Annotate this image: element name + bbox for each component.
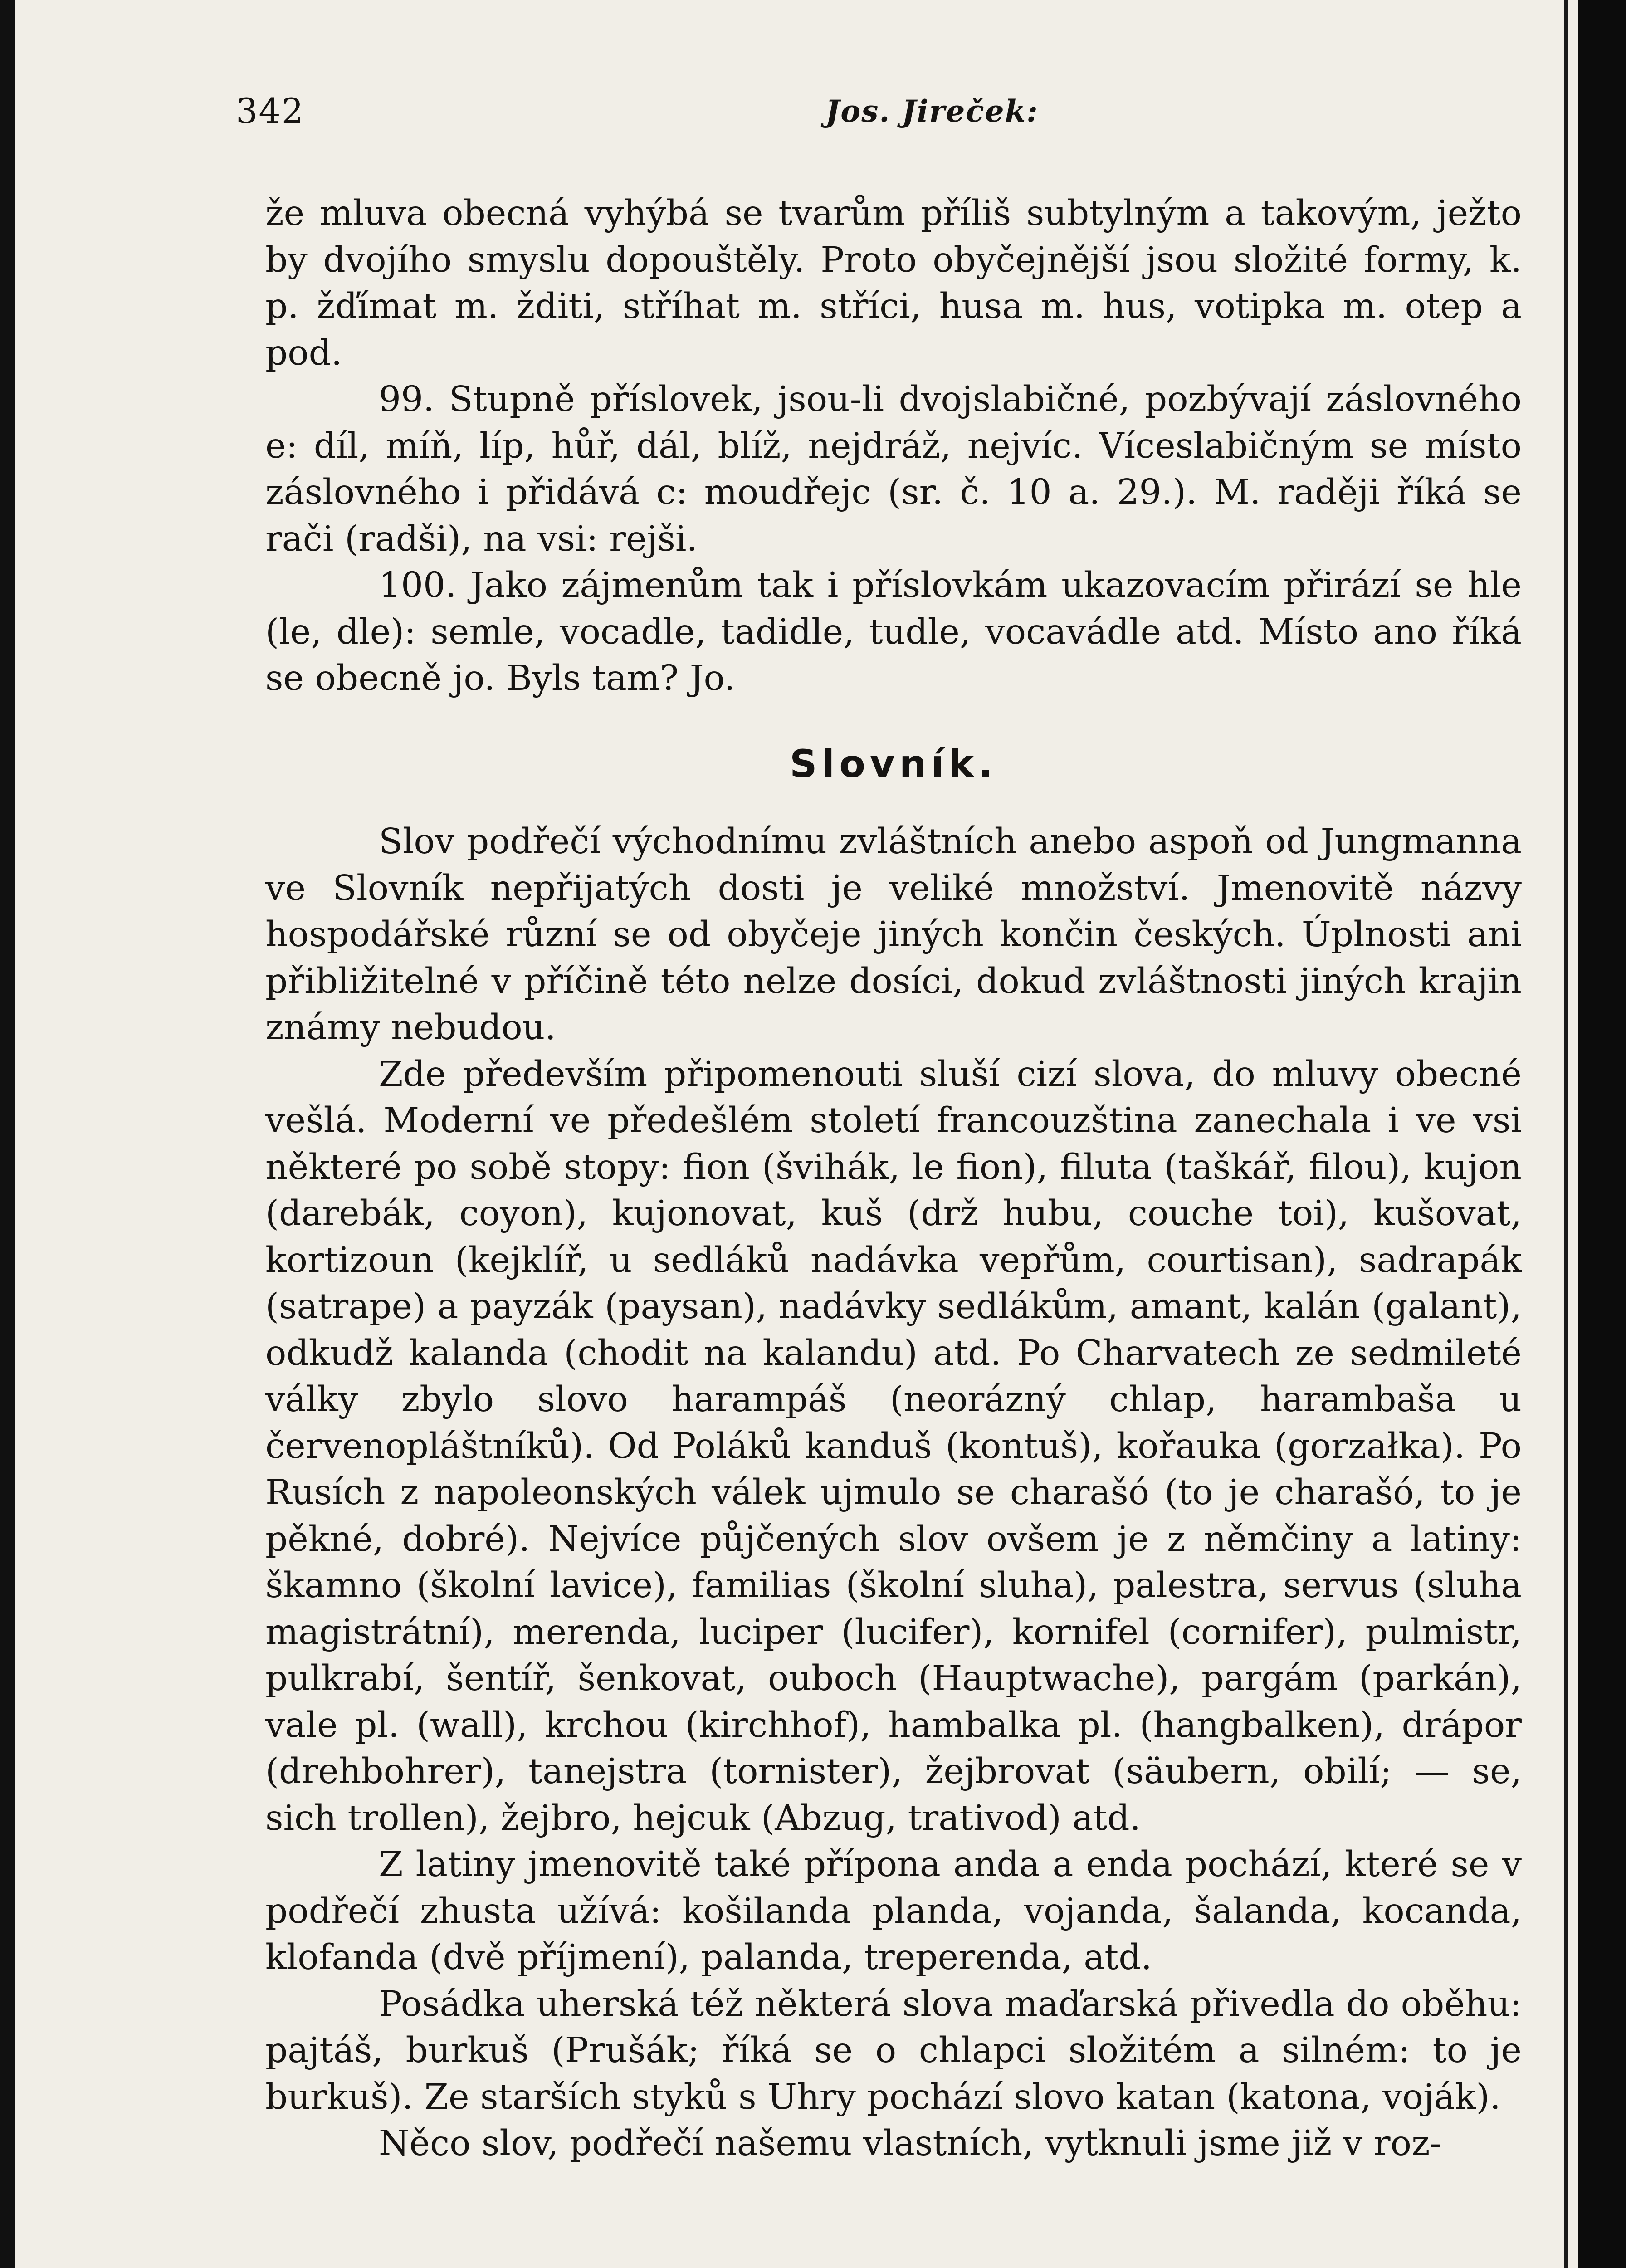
paragraph-slovnik-intro: Slov podřečí východnímu zvláštních anebo aspoň od Jungmanna ve Slovník nepřijatých dosti je veliké množství. Jmenovitě názvy hospodářské různí se od obyčeje jiných končin českých. Úplnosti ani přibližitelné v příčině této nelze dosíci, dokud zvláštnosti jiných krajin známy nebudou. bbox=[265, 821, 1522, 1048]
body-text bbox=[265, 191, 1522, 2167]
paragraph-99: 99. Stupně příslovek, jsou-li dvojslabičné, pozbývají záslovného e: díl, míň, líp, hůř, dál, blíž, nejdráž, nejvíc. Víceslabičným se místo záslovného i přidává c: moudřejc (sr. č. 10 a. 29.). M. raději říká se rači (radši), na vsi: rejši. bbox=[265, 379, 1522, 559]
running-head: Jos. Jireček: bbox=[825, 93, 1039, 129]
paragraph-continuation: že mluva obecná vyhýbá se tvarům příliš subtylným a takovým, ježto by dvojího smyslu dopouštěly. Proto obyčejnější jsou složité formy, k. p. žďímat m. žditi, stříhat m. stříci, husa m. hus, votipka m. otep a pod. bbox=[265, 193, 1522, 373]
paragraph-final: Něco slov, podřečí našemu vlastních, vytknuli jsme již v roz- bbox=[379, 2123, 1442, 2164]
scan-edge-right bbox=[1578, 0, 1626, 2268]
scan-edge-left bbox=[0, 0, 15, 2268]
page-header bbox=[236, 91, 1506, 150]
paragraph-hungarian: Posádka uherská též některá slova maďarská přivedla do oběhu: pajtáš, burkuš (Prušák; říká se o chlapci složitém a silném: to je burkuš). Ze starších styků s Uhry pochází slovo katan (katona, voják). bbox=[265, 1984, 1522, 2117]
section-heading: Slovník. bbox=[789, 741, 998, 786]
page-number: 342 bbox=[236, 91, 305, 131]
scan-shadow-right bbox=[1564, 0, 1568, 2268]
paragraph-100: 100. Jako zájmenům tak i příslovkám ukazovacím přirází se hle (le, dle): semle, vocadle, tadidle, tudle, vocavádle atd. Místo ano říká se obecně jo. Byls tam? Jo. bbox=[265, 565, 1522, 699]
paragraph-latin-suffix: Z latiny jmenovitě také přípona anda a enda pochází, které se v podřečí zhusta užívá: košilanda planda, vojanda, šalanda, kocanda, klofanda (dvě příjmení), palanda, treperenda, atd. bbox=[265, 1844, 1522, 1978]
paragraph-foreign-words: Zde především připomenouti sluší cizí slova, do mluvy obecné vešlá. Moderní ve předešlém století francouzština zanechala i ve vsi některé po sobě stopy: fion (švihák, le fion), filuta (taškář, filou), kujon (darebák, coyon), kujonovat, kuš (drž hubu, couche toi), kušovat, kortizoun (kejklíř, u sedláků nadávka vepřům, courtisan), sadrapák (satrape) a payzák (paysan), nadávky sedlákům, amant, kalán (galant), odkudž kalanda (chodit na kalandu) atd. Po Charvatech ze sedmileté války zbylo slovo harampáš (neorázný chlap, harambaša u červenopláštníků). Od Poláků kanduš (kontuš), kořauka (gorzałka). Po Rusích z napoleonských válek ujmulo se charašó (to je charašó, to je pěkné, dobré). Nejvíce půjčených slov ovšem je z němčiny a latiny: škamno (školní lavice), familias (školní sluha), palestra, servus (sluha magistrátní), merenda, luciper (lucifer), kornifel (cornifer), pulmistr, pulkrabí, šentíř, šenkovat, ouboch (Hauptwache), pargám (parkán), vale pl. (wall), krchou (kirchhof), hambalka pl. (hangbalken), drápor (drehbohrer), tanejstra (tornister), žejbrovat (säubern, obilí; — se, sich trollen), žejbro, hejcuk (Abzug, trativod) atd. bbox=[265, 1054, 1522, 1838]
